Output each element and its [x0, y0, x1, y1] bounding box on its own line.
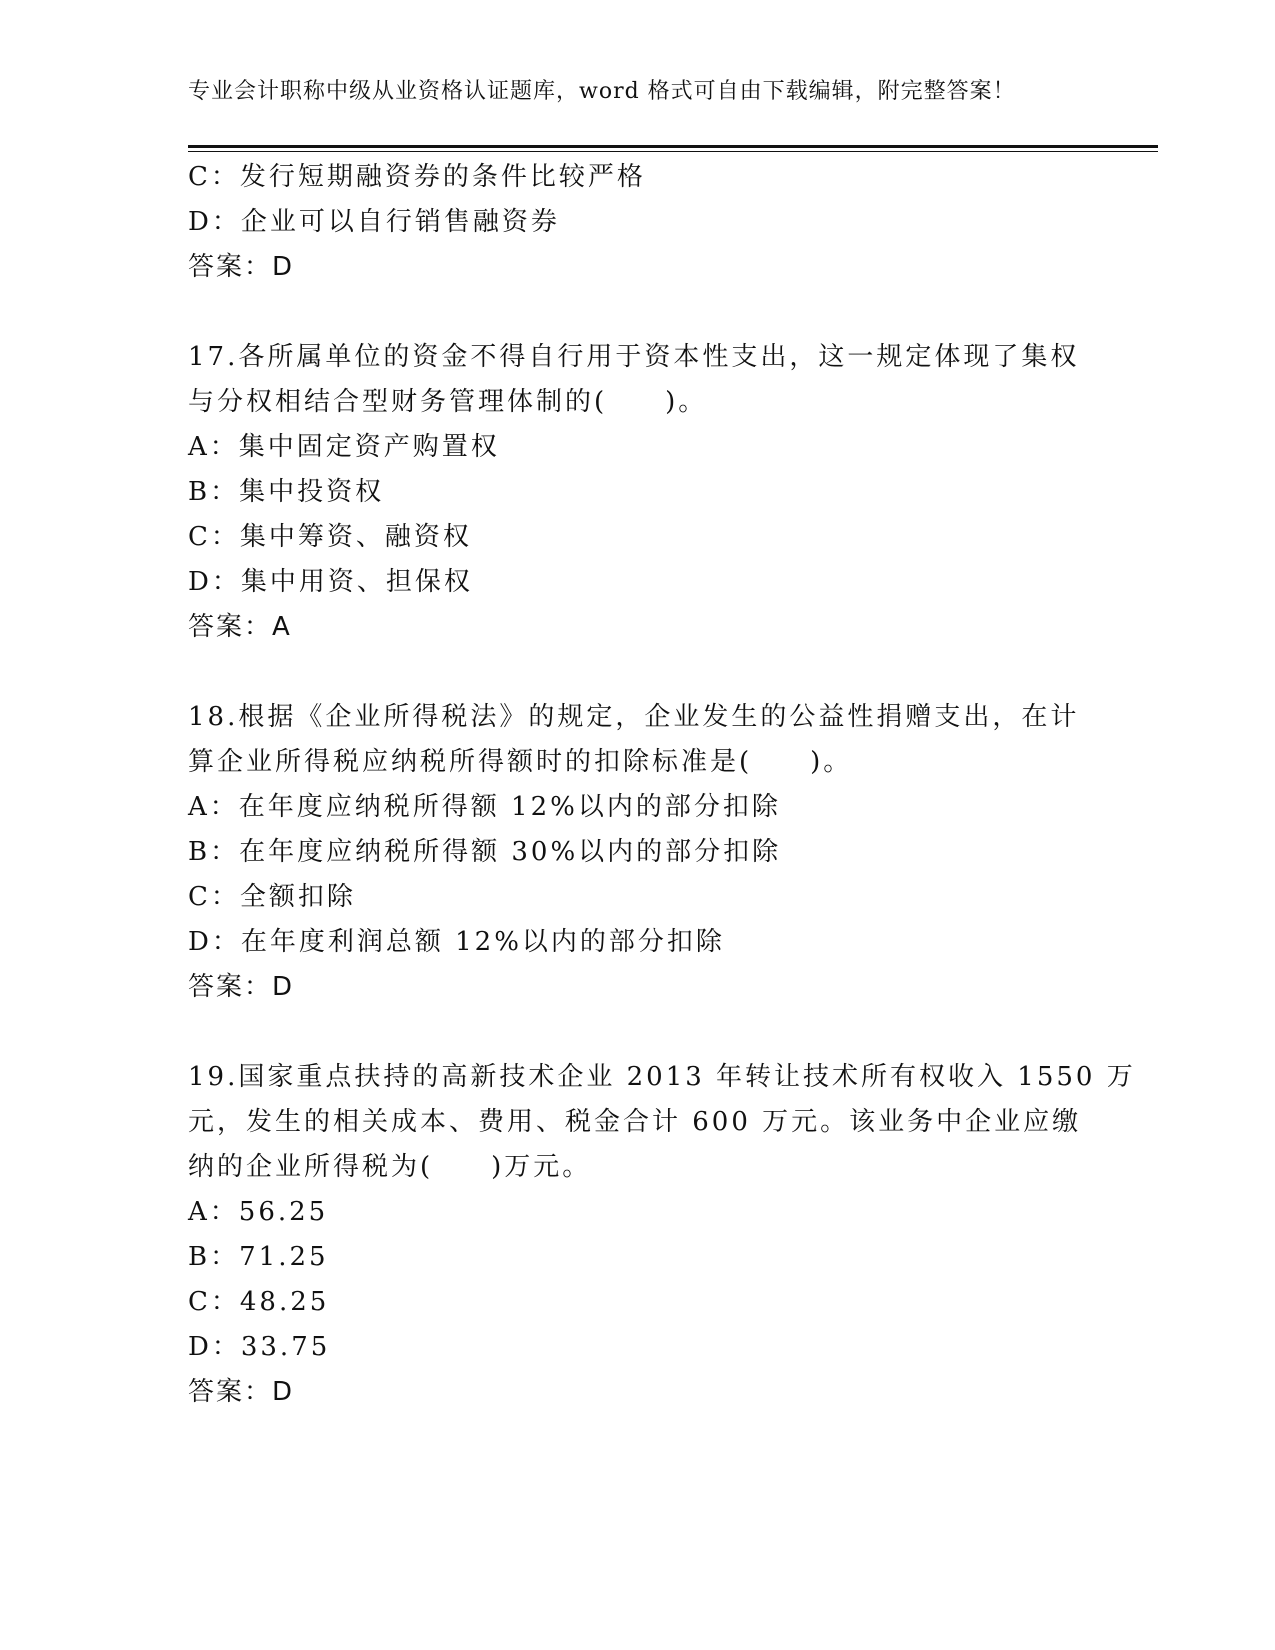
q18-stem-line-1: 18.根据《企业所得税法》的规定，企业发生的公益性捐赠支出，在计	[188, 702, 1080, 732]
q18-option-c: C：全额扣除	[188, 882, 356, 912]
q17-option-b: B：集中投资权	[188, 477, 385, 507]
q16-option-c: C：发行短期融资券的条件比较严格	[188, 162, 646, 192]
q19-option-c: C：48.25	[188, 1287, 330, 1317]
q17-option-c: C：集中筹资、融资权	[188, 522, 472, 552]
q19-stem-line-2: 元，发生的相关成本、费用、税金合计 600 万元。该业务中企业应缴	[188, 1107, 1082, 1137]
q19-answer: 答案：D	[188, 1377, 295, 1407]
q16-answer: 答案：D	[188, 252, 295, 282]
q16-option-d: D：企业可以自行销售融资券	[188, 207, 560, 237]
header-rule-thick	[188, 145, 1158, 148]
q19-option-a: A：56.25	[188, 1197, 329, 1227]
q18-option-d: D：在年度利润总额 12%以内的部分扣除	[188, 927, 725, 957]
q17-stem-line-2: 与分权相结合型财务管理体制的( )。	[188, 387, 708, 417]
q17-option-d: D：集中用资、担保权	[188, 567, 473, 597]
q19-stem-line-1: 19.国家重点扶持的高新技术企业 2013 年转让技术所有权收入 1550 万	[188, 1062, 1136, 1092]
q18-option-b: B：在年度应纳税所得额 30%以内的部分扣除	[188, 837, 782, 867]
q18-option-a: A：在年度应纳税所得额 12%以内的部分扣除	[188, 792, 781, 822]
q18-answer: 答案：D	[188, 972, 295, 1002]
q19-option-b: B：71.25	[188, 1242, 329, 1272]
header-rule-thin	[188, 151, 1158, 152]
q17-answer: 答案：A	[188, 612, 292, 642]
q18-stem-line-2: 算企业所得税应纳税所得额时的扣除标准是( )。	[188, 747, 853, 777]
page-header: 专业会计职称中级从业资格认证题库，word 格式可自由下载编辑，附完整答案！	[188, 79, 1016, 104]
q19-option-d: D：33.75	[188, 1332, 331, 1362]
q19-stem-line-3: 纳的企业所得税为( )万元。	[188, 1152, 592, 1182]
q17-option-a: A：集中固定资产购置权	[188, 432, 500, 462]
q17-stem-line-1: 17.各所属单位的资金不得自行用于资本性支出，这一规定体现了集权	[188, 342, 1080, 372]
